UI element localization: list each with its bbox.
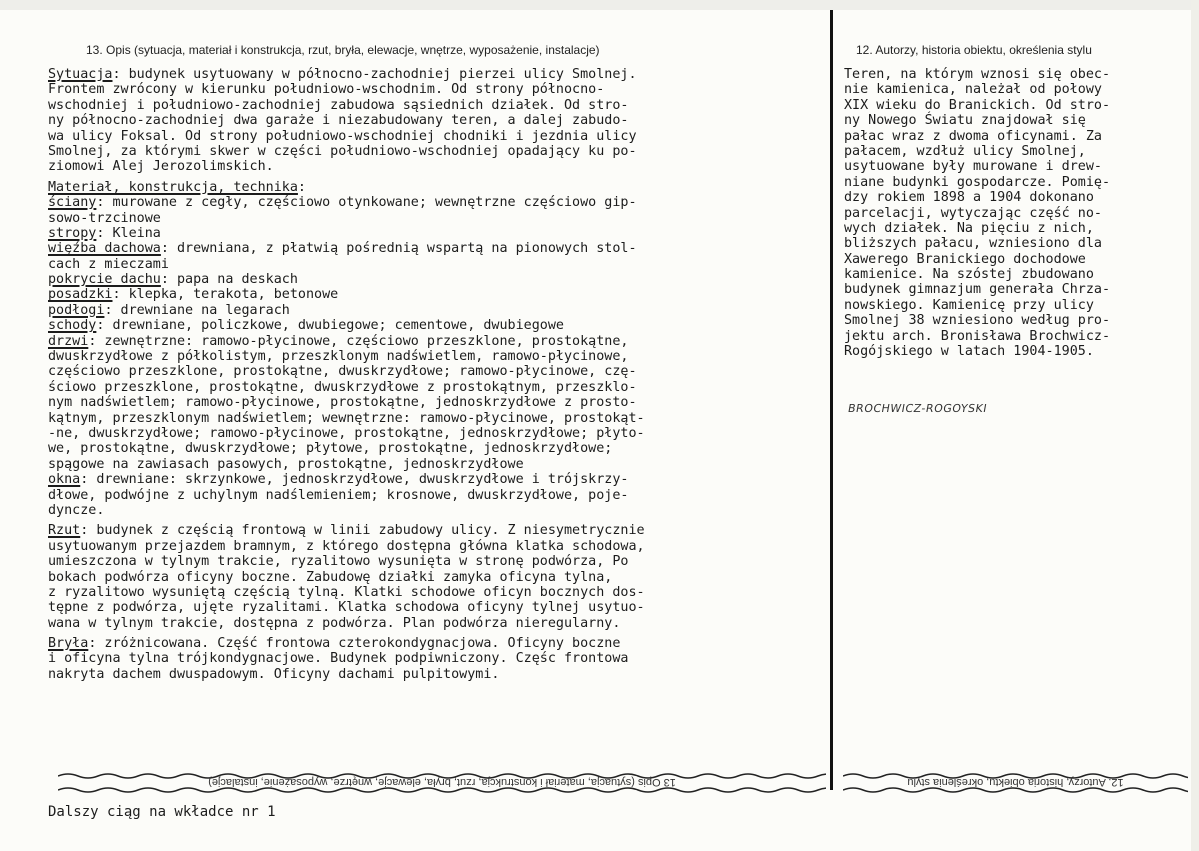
field-text: ny północno-zachodniej dwa garaże i niezabudowany teren, a dalej zabudo- <box>48 113 629 129</box>
history-line: ny Nowego Światu znajdował się <box>844 113 1086 129</box>
field-text: : budynek z częścią frontową w linii zabudowy ulicy. Z niesymetrycznie <box>80 523 645 539</box>
text-line <box>48 457 823 472</box>
text-line <box>48 334 823 349</box>
field-text: sowo-trzcinowe <box>48 210 161 226</box>
field-label: Materiał, konstrukcja, technika <box>48 179 298 195</box>
handwritten-signature <box>848 397 1028 423</box>
history-line: usytuowane były murowane i drew- <box>844 159 1102 175</box>
history-line: jektu arch. Bronisława Brochwicz- <box>844 328 1111 344</box>
text-line <box>48 395 823 410</box>
continuation-note: Dalszy ciąg na wkładce nr 1 <box>48 804 276 820</box>
text-line <box>48 364 823 379</box>
history-text <box>844 67 1189 359</box>
signature-text: BROCHWICZ-ROGOYSKI <box>846 402 989 415</box>
text-line <box>48 651 823 666</box>
text-line <box>48 180 823 195</box>
history-line: nie kamienica, należał od połowy <box>844 82 1102 98</box>
history-line: wych działek. Na pięciu z nich, <box>844 220 1094 236</box>
description-text <box>48 67 823 682</box>
field-text: cach z mieczami <box>48 256 169 272</box>
field-text: : drewniane: skrzynkowe, jednoskrzydłowe, dwuskrzydłowe i trójskrzy- <box>80 472 629 488</box>
history-line: niane budynki gospodarcze. Pomię- <box>844 174 1111 190</box>
field-label: drzwi <box>48 333 89 349</box>
history-line: parcelacji, wytyczając część no- <box>844 205 1102 221</box>
text-line <box>48 226 823 241</box>
field-text: Frontem zwrócony w kierunku południowo-wschodnim. Od strony północno- <box>48 82 605 98</box>
field-text: i oficyna tylna trójkondygnacjowe. Budynek podpiwniczony. Częśc frontowa <box>48 651 629 667</box>
history-line: pałac wraz z dwoma oficynami. Za <box>844 128 1102 144</box>
field-text: : papa na deskach <box>160 272 298 288</box>
band-right-text: 12. Autorzy, historia obiektu, określenia stylu <box>907 776 1124 788</box>
history-line: Teren, na którym wznosi się obec- <box>844 67 1111 82</box>
history-line: pałacem, wzdłuż ulicy Smolnej, <box>844 143 1086 159</box>
text-line <box>48 287 823 302</box>
text-line <box>48 349 823 364</box>
field-text: częściowo przeszklone, prostokątne, dwuskrzydłowe; ramowo-płycinowe, czę- <box>48 364 637 380</box>
text-line <box>48 441 823 456</box>
field-label: ściany <box>48 195 97 211</box>
history-line: budynek gimnazjum generała Chrza- <box>844 282 1111 298</box>
field-text: wana w tylnym trakcie, dostępna z podwórza. Plan podwórza nieregularny. <box>48 615 621 631</box>
field-text: we, prostokątne, dwuskrzydłowe; płytowe, prostokątne, jednoskrzydłowe; <box>48 441 613 457</box>
text-line <box>48 503 823 518</box>
field-text: umieszczona w tylnym trakcie, ryzalitowo wysunięta w stronę podwórza, Po <box>48 554 629 570</box>
field-text: Smolnej, za którymi skwer w części południowo-wschodniej opadający ku po- <box>48 143 637 159</box>
field-label: okna <box>48 472 81 488</box>
field-text: nym nadświetlem; ramowo-płycinowe, prostokątne, jednoskrzydłowe z prosto- <box>48 395 637 411</box>
text-line <box>48 272 823 287</box>
field-text: : drewniane, policzkowe, dwubiegowe; cementowe, dwubiegowe <box>96 318 564 334</box>
field-text: : zróżnicowana. Część frontowa czterokondygnacjowa. Oficyny boczne <box>88 636 621 652</box>
field-text: : <box>297 179 306 195</box>
field-label: schody <box>48 318 97 334</box>
field-text: -ne, dwuskrzydłowe; ramowo-płycinowe, prostokątne, jednoskrzydłowe; płyto- <box>48 425 645 441</box>
band-left-container <box>58 772 826 794</box>
field-text: ściowo przeszklone, prostokątne, dwuskrzydłowe z prostokątnym, przeszklo- <box>48 379 637 395</box>
band-left-text: 13 Opis (sytuacja, materiał i konstrukcja, rzut, bryła, elewacje, wnętrze, wyposażenie, instalacje) <box>208 776 676 788</box>
field-text: dyncze. <box>48 502 105 518</box>
field-label: Bryła <box>48 636 89 652</box>
text-line <box>48 241 823 256</box>
band-right-container <box>843 772 1188 794</box>
field-label: więźba dachowa <box>48 241 161 257</box>
field-text: : murowane z cegły, częściowo otynkowane; wewnętrzne częściowo gip- <box>96 195 637 211</box>
history-line: dzy rokiem 1898 a 1904 dokonano <box>844 190 1094 206</box>
text-line <box>48 636 823 651</box>
text-line <box>48 211 823 226</box>
text-line <box>48 82 823 97</box>
text-line <box>48 616 823 631</box>
text-line <box>48 600 823 615</box>
text-line <box>48 67 823 82</box>
field-text: : klepka, terakota, betonowe <box>112 287 339 303</box>
history-line: Rogójskiego w latach 1904-1905. <box>844 344 1094 360</box>
history-line: Xawerego Branickiego dochodowe <box>844 251 1086 267</box>
field-label: Rzut <box>48 523 81 539</box>
text-line <box>48 129 823 144</box>
field-text: tępne z podwórza, ujęte ryzalitami. Klatka schodowa oficyny tylnej usytuo- <box>48 600 645 616</box>
text-line <box>48 472 823 487</box>
history-line: bliższych pałacu, wzniesiono dla <box>844 236 1102 252</box>
field-text: : drewniana, z płatwią pośrednią wspartą na pionowych stol- <box>160 241 637 257</box>
text-line <box>48 113 823 128</box>
field-text: wschodniej i południowo-zachodniej zabudowa sąsiednich działek. Od stro- <box>48 97 629 113</box>
text-line <box>48 318 823 333</box>
field-text: kątnym, przeszklonym nadświetlem; wewnętrzne: ramowo-płycinowe, prostokąt- <box>48 410 645 426</box>
field-label: pokrycie dachu <box>48 272 161 288</box>
history-line: Smolnej 38 wzniesiono według pro- <box>844 313 1111 329</box>
field-text: bokach podwórza oficyny boczne. Zabudowę działki zamyka oficyna tylna, <box>48 569 613 585</box>
field-text: spągowe na zawiasach pasowych, prostokątne, jednoskrzydłowe <box>48 456 524 472</box>
text-line <box>48 426 823 441</box>
text-line <box>48 144 823 159</box>
text-line <box>48 303 823 318</box>
field-label: stropy <box>48 225 97 241</box>
text-line <box>48 195 823 210</box>
section-12-header: 12. Autorzy, historia obiektu, określenia stylu <box>856 43 1092 57</box>
text-line <box>48 570 823 585</box>
field-text: : budynek usytuowany w północno-zachodniej pierzei ulicy Smolnej. <box>112 67 637 82</box>
field-text: : Kleina <box>96 225 161 241</box>
field-text: : zewnętrzne: ramowo-płycinowe, częściowo przeszklone, prostokątne, <box>88 333 629 349</box>
text-line <box>48 554 823 569</box>
field-text: wa ulicy Foksal. Od strony południowo-wschodniej chodniki i jezdnia ulicy <box>48 128 637 144</box>
text-line <box>48 257 823 272</box>
field-label: Sytuacja <box>48 67 113 82</box>
text-line <box>48 98 823 113</box>
history-line: XIX wieku do Branickich. Od stro- <box>844 97 1111 113</box>
text-line <box>48 667 823 682</box>
text-line <box>48 539 823 554</box>
text-line <box>48 159 823 174</box>
scan-edge-right <box>1191 0 1199 851</box>
field-text: z ryzalitowo wysuniętą częścią tylną. Klatki schodowe oficyn bocznych dos- <box>48 584 645 600</box>
section-13-header: 13. Opis (sytuacja, materiał i konstrukcja, rzut, bryła, elewacje, wnętrze, wyposażenie, instalacje) <box>86 43 600 57</box>
field-text: dwuskrzydłowe z półkolistym, przeszklonym nadświetlem, ramowo-płycinowe, <box>48 349 629 365</box>
field-label: posadzki <box>48 287 113 303</box>
history-line: kamienice. Na szóstej zbudowano <box>844 267 1094 283</box>
field-text: nakryta dachem dwuspadowym. Oficyny dachami pulpitowymi. <box>48 666 500 682</box>
text-line <box>48 380 823 395</box>
field-text: ziomowi Alej Jerozolimskich. <box>48 159 274 175</box>
field-text: dłowe, podwójne z uchylnym nadślemieniem; krosnowe, dwuskrzydłowe, poje- <box>48 487 629 503</box>
field-text: : drewniane na legarach <box>104 302 290 318</box>
text-line <box>48 488 823 503</box>
text-line <box>48 411 823 426</box>
field-label: podłogi <box>48 302 105 318</box>
text-line <box>48 523 823 538</box>
column-divider <box>830 10 833 790</box>
history-line: nowskiego. Kamienicę przy ulicy <box>844 297 1094 313</box>
field-text: usytuowanym przejazdem bramnym, z którego dostępna główna klatka schodowa, <box>48 538 645 554</box>
text-line <box>48 585 823 600</box>
scan-edge-top <box>0 0 1199 10</box>
